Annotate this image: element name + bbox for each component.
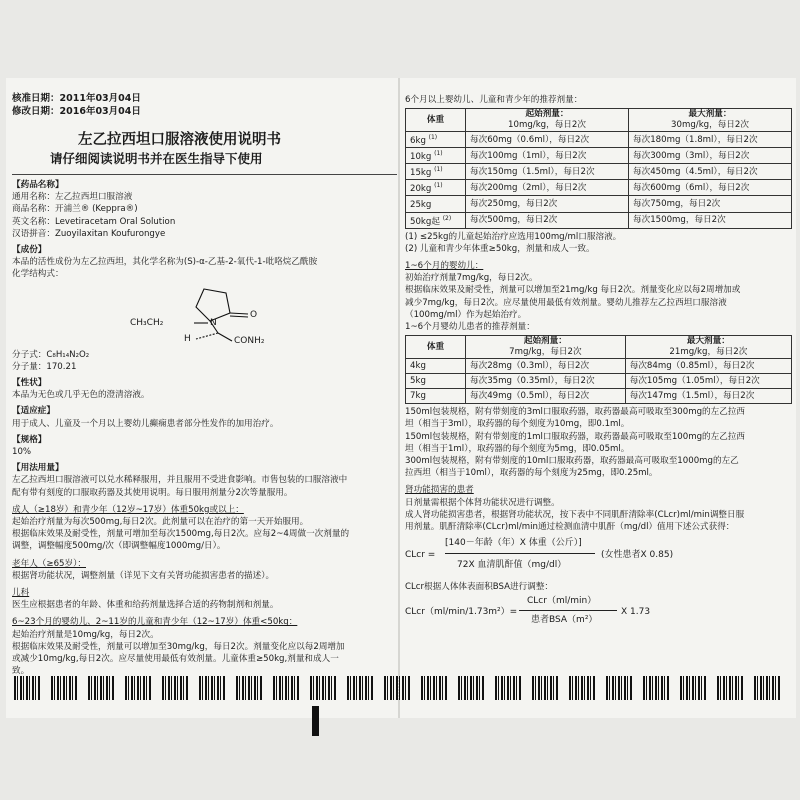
table-row: 10kg $^{(1)}$ 每次100mg（1ml），每日2次 每次300mg（3ml），每日2次 bbox=[406, 148, 792, 164]
spec-text: 10% bbox=[12, 447, 32, 458]
table1-note-1: (1) ≤25kg的儿童起始治疗应选用100mg/ml口服溶液。 bbox=[405, 231, 622, 242]
table-row: 20kg $^{(1)}$ 每次200mg（2ml），每日2次 每次600mg（6ml），每日2次 bbox=[406, 180, 792, 196]
barcode-mark bbox=[310, 676, 336, 700]
oxygen-label: O bbox=[250, 309, 258, 320]
formula1-fraction-bar bbox=[445, 553, 595, 554]
hydrogen-label: H bbox=[184, 333, 191, 344]
structure-label: 化学结构式： bbox=[12, 269, 64, 280]
usage-heading: 【用法用量】 bbox=[12, 463, 64, 474]
infant-1-6-line-2: 根据临床效果及耐受性，剂量可以增加至21mg/kg 每日2次。剂量变化应以每2周增加或 bbox=[405, 285, 741, 296]
bsa-formula bbox=[405, 595, 792, 629]
barcode-mark bbox=[273, 676, 299, 700]
drug-name-heading: 【药品名称】 bbox=[12, 180, 64, 190]
packaging-line-2: 坦（相当于3ml），取药器的每个刻度为10mg，即0.1ml。 bbox=[405, 419, 630, 430]
page-fold bbox=[398, 78, 400, 718]
usage-intro-1: 左乙拉西坦口服溶液可以兑水稀释服用，并且服用不受进食影响。市售包装的口服溶液中 bbox=[12, 475, 348, 486]
barcode-mark bbox=[495, 676, 521, 700]
clcr-formula bbox=[405, 535, 792, 579]
formula1-denominator: 72X 血清肌酐值（mg/dl） bbox=[457, 560, 567, 571]
formula1-numerator: [140－年龄（年）X 体重（公斤）] bbox=[445, 538, 582, 549]
barcode-mark bbox=[88, 676, 114, 700]
table-row: 6kg $^{(1)}$ 每次60mg（0.6ml），每日2次 每次180mg（1.8ml），每日2次 bbox=[406, 132, 792, 148]
adults-line-1: 起始治疗剂量为每次500mg,每日2次。此剂量可以在治疗的第一天开始服用。 bbox=[12, 517, 309, 528]
barcode-mark bbox=[569, 676, 595, 700]
composition-heading: 【成份】 bbox=[12, 245, 47, 256]
barcode-mark bbox=[51, 676, 77, 700]
character-heading: 【性状】 bbox=[12, 378, 47, 389]
renal-line-1: 日剂量需根据个体肾功能状况进行调整。 bbox=[405, 497, 560, 508]
packaging-line-3: 150ml包装规格，附有带刻度的1ml口服取药器，取药器最高可吸取至100mg的左乙拉西 bbox=[405, 431, 746, 442]
formula2-denominator: 患者BSA（m²） bbox=[531, 615, 598, 626]
pinyin-name: 汉语拼音：Zuoyilaxitan Koufurongye bbox=[12, 228, 166, 239]
document-title: 左乙拉西坦口服溶液使用说明书 bbox=[78, 132, 281, 148]
barcode-mark bbox=[606, 676, 632, 700]
barcode-mark bbox=[680, 676, 706, 700]
renal-line-2: 成人肾功能损害患者，根据肾功能状况，按下表中不同肌酐清除率(CLcr)ml/min调整日服 bbox=[405, 509, 745, 520]
table-row: 15kg $^{(1)}$ 每次150mg（1.5ml），每日2次 每次450mg（4.5ml），每日2次 bbox=[406, 164, 792, 180]
infants-line-2: 根据临床效果及耐受性，剂量可以增加至30mg/kg，每日2次。剂量变化应以每2周增加 bbox=[12, 641, 345, 652]
infants-heading: 6~23个月的婴幼儿、2~11岁的儿童和青少年（12~17岁）体重<50kg： bbox=[12, 617, 298, 628]
right-column bbox=[405, 94, 792, 631]
dose-table-6-months-plus bbox=[405, 108, 792, 228]
composition-text: 本品的活性成份为左乙拉西坦，其化学名称为(S)-α-乙基-2-氧代-1-吡咯烷乙酰胺 bbox=[12, 257, 318, 268]
infant-1-6-heading: 1~6个月的婴幼儿： bbox=[405, 260, 484, 271]
barcode-mark bbox=[347, 676, 373, 700]
molecular-formula: 分子式：C₈H₁₄N₂O₂ bbox=[12, 349, 90, 360]
barcode-mark bbox=[458, 676, 484, 700]
infants-line-3: 或减少10mg/kg,每日2次。应尽量使用最低有效剂量。儿童体重≥50kg,剂量和成人一 bbox=[12, 654, 339, 665]
renal-heading: 肾功能损害的患者 bbox=[405, 485, 474, 496]
table1-caption: 6个月以上婴幼儿、儿童和青少年的推荐剂量： bbox=[405, 95, 583, 105]
children-heading: 儿科 bbox=[12, 588, 30, 599]
formula2-lhs: CLcr（ml/min/1.73m²）= bbox=[405, 607, 518, 618]
children-text: 医生应根据患者的年龄、体重和给药剂量选择合适的药物制剂和剂量。 bbox=[12, 600, 279, 611]
barcode-mark bbox=[717, 676, 743, 700]
table2-col-start: 起始剂量： 7mg/kg，每日2次 bbox=[466, 336, 626, 359]
barcode-mark bbox=[384, 676, 410, 700]
formula1-lhs: CLcr = bbox=[405, 550, 436, 561]
title-divider bbox=[12, 174, 397, 175]
approval-date: 核准日期：2011年03月04日 bbox=[12, 93, 141, 104]
adults-line-3: 调整，调整幅度500mg/次（即调整幅度1000mg/日）。 bbox=[12, 541, 226, 552]
document-subtitle: 请仔细阅读说明书并在医生指导下使用 bbox=[50, 151, 263, 166]
structure-drawing bbox=[12, 283, 397, 347]
chemical-structure bbox=[12, 283, 397, 347]
table2-caption: 1~6个月婴幼儿患者的推荐剂量： bbox=[405, 322, 535, 332]
barcode-mark bbox=[199, 676, 225, 700]
infants-line-4: 致。 bbox=[12, 666, 30, 677]
trade-name: 商品名称：开浦兰® (Keppra®) bbox=[12, 204, 138, 215]
table1-col-weight: 体重 bbox=[406, 109, 466, 132]
formula2-fraction-bar bbox=[519, 610, 617, 611]
barcode-mark bbox=[125, 676, 151, 700]
barcode-mark bbox=[14, 676, 40, 700]
barcode-mark bbox=[421, 676, 447, 700]
usage-intro-2: 配有带有刻度的口服取药器及其使用说明。每日服用剂量分2次等量服用。 bbox=[12, 487, 293, 498]
formula2-multiplier: X 1.73 bbox=[621, 607, 651, 618]
adults-line-2: 根据临床效果及耐受性，剂量可增加至每次1500mg,每日2次。应每2~4周做一次剂量的 bbox=[12, 529, 350, 540]
table1-note-2: (2) 儿童和青少年体重≥50kg，剂量和成人一致。 bbox=[405, 243, 595, 254]
generic-name: 通用名称：左乙拉西坦口服溶液 bbox=[12, 192, 133, 203]
molecular-weight: 分子量：170.21 bbox=[12, 361, 77, 372]
barcode-mark bbox=[236, 676, 262, 700]
print-barcode-strip bbox=[14, 676, 786, 700]
packaging-line-5: 300ml包装规格，附有带刻度的10ml口服取药器，取药器最高可吸取至1000mg的左乙 bbox=[405, 456, 739, 467]
english-name: 英文名称：Levetiracetam Oral Solution bbox=[12, 216, 176, 227]
infant-1-6-line-4: （100mg/ml）作为起始治疗。 bbox=[405, 309, 527, 320]
adults-heading: 成人（≥18岁）和青少年（12岁~17岁）体重50kg或以上： bbox=[12, 504, 244, 515]
amide-label: CONH₂ bbox=[234, 335, 265, 346]
indication-text: 用于成人、儿童及一个月以上婴幼儿癫痫患者部分性发作的加用治疗。 bbox=[12, 418, 279, 429]
revision-date: 修改日期：2016年03月04日 bbox=[12, 106, 141, 117]
table1-col-max: 最大剂量： 30mg/kg，每日2次 bbox=[629, 109, 792, 132]
renal-line-3: 用剂量。肌酐清除率(CLcr)ml/min通过检测血清中肌酐（mg/dl）值用下述公式获得： bbox=[405, 522, 735, 533]
bsa-adjust-line: CLcr根据人体体表面积BSA进行调整： bbox=[405, 582, 554, 593]
table-row: 5kg 每次35mg（0.35ml），每日2次 每次105mg（1.05ml），每日2次 bbox=[406, 374, 792, 389]
formula1-female-note: (女性患者X 0.85) bbox=[601, 550, 674, 561]
infants-line-1: 起始治疗剂量是10mg/kg，每日2次。 bbox=[12, 629, 159, 640]
barcode-mark bbox=[162, 676, 188, 700]
table2-col-weight: 体重 bbox=[406, 336, 466, 359]
formula2-numerator: CLcr（ml/min） bbox=[527, 596, 597, 607]
nitrogen-label: N bbox=[210, 317, 217, 328]
table-row: 4kg 每次28mg（0.3ml），每日2次 每次84mg（0.85ml），每日2次 bbox=[406, 359, 792, 374]
spec-heading: 【规格】 bbox=[12, 434, 47, 445]
dose-table-1-6-months bbox=[405, 335, 792, 404]
character-text: 本品为无色或几乎无色的澄清溶液。 bbox=[12, 390, 150, 401]
print-registration-mark bbox=[312, 706, 319, 736]
infant-1-6-line-3: 减少7mg/kg，每日2次。应尽量使用最低有效剂量。婴幼儿推荐左乙拉西坦口服溶液 bbox=[405, 297, 727, 308]
left-column bbox=[12, 92, 397, 678]
indication-heading: 【适应症】 bbox=[12, 406, 55, 417]
infant-1-6-line-1: 初始治疗剂量7mg/kg，每日2次。 bbox=[405, 273, 538, 284]
table1-col-start: 起始剂量： 10mg/kg，每日2次 bbox=[466, 109, 629, 132]
barcode-mark bbox=[754, 676, 780, 700]
packaging-line-6: 拉西坦（相当于10ml），取药器的每个刻度为25mg，即0.25ml。 bbox=[405, 468, 658, 479]
elderly-heading: 老年人（≥65岁）： bbox=[12, 558, 86, 569]
table-row: 25kg 每次250mg，每日2次 每次750mg，每日2次 bbox=[406, 196, 792, 212]
barcode-mark bbox=[643, 676, 669, 700]
elderly-text: 根据肾功能状况，调整剂量（详见下文有关肾功能损害患者的描述）。 bbox=[12, 570, 275, 581]
table2-col-max: 最大剂量： 21mg/kg，每日2次 bbox=[625, 336, 791, 359]
barcode-mark bbox=[532, 676, 558, 700]
table-row: 50kg起 $^{(2)}$ 每次500mg，每日2次 每次1500mg，每日2次 bbox=[406, 212, 792, 228]
packaging-line-1: 150ml包装规格，附有带刻度的3ml口服取药器，取药器最高可吸取至300mg的左乙拉西 bbox=[405, 407, 746, 418]
ethyl-group-label: CH₃CH₂ bbox=[130, 317, 164, 328]
packaging-line-4: 坦（相当于1ml），取药器的每个刻度为5mg，即0.05ml。 bbox=[405, 443, 630, 454]
table-row: 7kg 每次49mg（0.5ml），每日2次 每次147mg（1.5ml），每日2次 bbox=[406, 389, 792, 404]
